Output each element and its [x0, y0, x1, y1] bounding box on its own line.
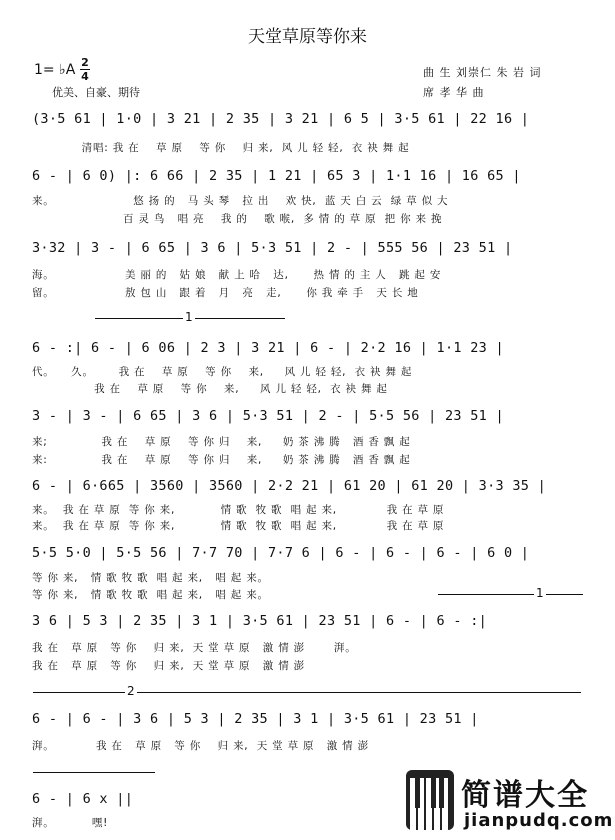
lyric-row-4b: 我 在 草 原 等 你 来, 风 儿 轻 轻, 衣 袂 舞 起 [32, 383, 388, 395]
notation-row-3: 3·32 | 3 - | 6 65 | 3 6 | 5·3 51 | 2 - | 555 56 | 23 51 | [32, 240, 513, 256]
watermark-url: jianpudq.com [464, 810, 614, 831]
volta-bracket-1: 1 [95, 318, 285, 329]
lyric-row-6b: 来。 我 在 草 原 等 你 来, 情 歌 牧 歌 唱 起 来, 我 在 草 原 [32, 520, 445, 532]
lyric-row-4a: 代。 久。 我 在 草 原 等 你 来, 风 儿 轻 轻, 衣 袂 舞 起 [32, 366, 413, 378]
lyric-row-2b: 百 灵 鸟 唱 亮 我 的 歌 喉, 多 情 的 草 原 把 你 来 挽 [32, 213, 443, 225]
lyric-row-5a: 来; 我 在 草 原 等 你 归 来, 奶 茶 沸 腾 酒 香 飘 起 [32, 436, 411, 448]
notation-row-7: 5·5 5·0 | 5·5 56 | 7·7 70 | 7·7 6 | 6 - | 6 - | 6 - | 6 0 | [32, 545, 530, 561]
lyric-row-6a: 来。 我 在 草 原 等 你 来, 情 歌 牧 歌 唱 起 来, 我 在 草 原 [32, 504, 445, 516]
notation-row-2: 6 - | 6 0) |: 6 66 | 2 35 | 1 21 | 65 3 | 1·1 16 | 16 65 | [32, 168, 521, 184]
lyric-row-8b: 我 在 草 原 等 你 归 来, 天 堂 草 原 激 情 澎 [32, 660, 305, 672]
notation-row-8: 3 6 | 5 3 | 2 35 | 3 1 | 3·5 61 | 23 51 | 6 - | 6 - :| [32, 613, 488, 629]
lyric-row-8a: 我 在 草 原 等 你 归 来, 天 堂 草 原 激 情 澎 湃。 [32, 642, 357, 654]
watermark-name: 简谱大全 [461, 778, 589, 813]
lyric-row-2a: 来。 悠 扬 的 马 头 琴 拉 出 欢 快, 蓝 天 白 云 绿 草 似 大 [32, 195, 449, 207]
expression-mark: 优美、自豪、期待 [52, 86, 140, 99]
lyric-row-9a: 湃。 我 在 草 原 等 你 归 来, 天 堂 草 原 激 情 澎 [32, 740, 369, 752]
notation-row-6: 6 - | 6·665 | 3560 | 3560 | 2·2 21 | 61 20 | 61 20 | 3·3 35 | [32, 478, 547, 494]
lyric-row-5b: 来: 我 在 草 原 等 你 归 来, 奶 茶 沸 腾 酒 香 飘 起 [32, 454, 411, 466]
notation-row-9: 6 - | 6 - | 3 6 | 5 3 | 2 35 | 3 1 | 3·5 61 | 23 51 | [32, 711, 479, 727]
lyric-row-7b: 等 你 来, 情 歌 牧 歌 唱 起 来, 唱 起 来。 [32, 589, 269, 601]
lyric-row-1a: 清唱: 我 在 草 原 等 你 归 来, 风 儿 轻 轻, 衣 袂 舞 起 [32, 142, 410, 154]
lyric-row-3b: 留。 敖 包 山 跟 着 月 亮 走, 你 我 牵 手 天 长 地 [32, 287, 419, 299]
lyric-row-3a: 海。 美 丽 的 姑 娘 献 上 哈 达, 热 情 的 主 人 跳 起 安 [32, 269, 442, 281]
composer-credit: 席 孝 华 曲 [423, 86, 485, 99]
lyric-row-10a: 湃。 嘿! [32, 817, 109, 829]
score-title: 天堂草原等你来 [248, 27, 367, 47]
notation-row-4: 6 - :| 6 - | 6 06 | 2 3 | 3 21 | 6 - | 2·2 16 | 1·1 23 | [32, 340, 504, 356]
lyricist-credit: 曲 生 刘崇仁 朱 岩 词 [423, 66, 542, 79]
site-watermark [406, 770, 614, 836]
lyric-row-7a: 等 你 来, 情 歌 牧 歌 唱 起 来, 唱 起 来。 [32, 572, 269, 584]
notation-row-1: (3·5 61 | 1·0 | 3 21 | 2 35 | 3 21 | 6 5 | 3·5 61 | 22 16 | [32, 111, 530, 127]
notation-row-5: 3 - | 3 - | 6 65 | 3 6 | 5·3 51 | 2 - | 5·5 56 | 23 51 | [32, 408, 504, 424]
notation-row-10: 6 - | 6 x || [32, 791, 134, 807]
coda-bracket [33, 772, 155, 783]
piano-keys-icon [406, 770, 454, 830]
volta-bracket-2: 2 [33, 692, 581, 703]
time-signature: 2 4 [81, 56, 89, 83]
key-signature: 1= ♭A [34, 62, 76, 78]
volta-bracket-1b: 1 [438, 594, 583, 605]
